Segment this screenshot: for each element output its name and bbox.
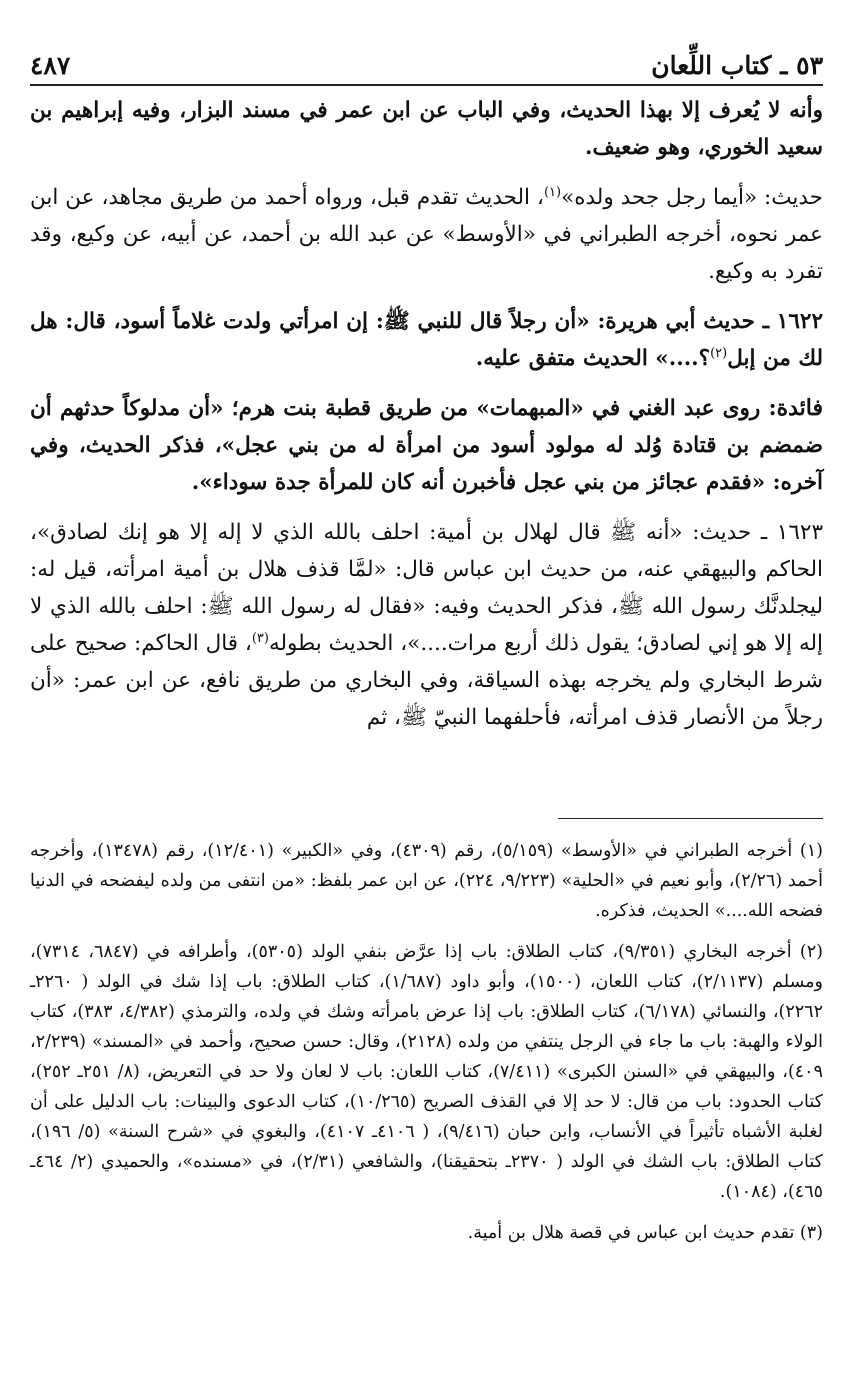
footnote-ref-1[interactable]: (١)	[543, 184, 562, 200]
paragraph-3-text-b: ؟....» الحديث متفق عليه.	[475, 346, 711, 371]
footnote-divider	[558, 818, 823, 819]
footnote-ref-2[interactable]: (٢)	[710, 345, 728, 361]
footnote-3: (٣) تقدم حديث ابن عباس في قصة هلال بن أمية.	[467, 1223, 823, 1243]
page-header	[30, 38, 823, 86]
paragraph-5-text-b: ، قال الحاكم: صحيح على شرط البخاري ولم يخرجه بهذه السياقة، وفي البخاري من طريق نافع، عن ابن عمر: «أن رجلاً من الأنصار قذف امرأته، فأحلفهما النبيّ ﷺ، ثم	[30, 631, 823, 730]
footnotes	[30, 836, 823, 1259]
paragraph-2	[30, 179, 823, 290]
footnote-ref-3[interactable]: (٣)	[251, 630, 269, 646]
paragraph-5-text-a: ١٦٢٣ ـ حديث: «أنه ﷺ قال لهلال بن أمية: احلف بالله الذي لا إله إلا هو إنك لصادق»، الحاكم والبيهقي عنه، من حديث ابن عباس قال: «لمَّا قذف هلال بن أمية امرأته، قيل له: ليجلدنَّك رسول الله ﷺ، فذكر الحديث وفيه: «فقال له رسول الله ﷺ: احلف بالله الذي لا إله إلا هو إني لصادق؛ يقول ذلك أربع مرات....»، الحديث بطوله	[30, 520, 823, 656]
paragraph-5	[30, 514, 823, 736]
paragraph-2-text-b: ، الحديث تقدم قبل، ورواه أحمد من طريق مجاهد، عن ابن عمر نحوه، أخرجه الطبراني في «الأوسط» عن عبد الله بن أحمد، عن أبيه، عن وكيع، وقد تفرد به وكيع.	[30, 185, 823, 284]
chapter-title: ٥٣ ـ كتاب اللِّعان	[651, 51, 823, 80]
paragraph-3-text-a: ١٦٢٢ ـ حديث أبي هريرة: «أن رجلاً قال للنبي ﷺ: إن امرأتي ولدت غلاماً أسود، قال: هل لك من إبل	[30, 309, 823, 371]
footnote-2: (٢) أخرجه البخاري (٩/٣٥١)، كتاب الطلاق: باب إذا عرَّض بنفي الولد (٥٣٠٥)، وأطرافه في (٦٨٤٧، ٧٣١٤)، ومسلم (٢/١١٣٧)، كتاب اللعان، (١٥٠٠)، وأبو داود (١/٦٨٧)، كتاب الطلاق: باب إذا شك في الولد ( ٢٢٦٠ـ ٢٢٦٢)، والنسائي (٦/١٧٨)، كتاب الطلاق: باب إذا عرض بامرأته وشك في ولده، والترمذي (٤/٣٨٢، ٣٨٣)، كتاب الولاء والهبة: باب ما جاء في الرجل ينتفي من ولده (٢١٢٨)، وقال: حسن صحيح، وأحمد في «المسند» (٢/٢٣٩، ٤٠٩)، والبيهقي في «السنن الكبرى» (٧/٤١١)، كتاب اللعان: باب لا لعان ولا حد في التعريض، (٨/ ٢٥١ـ ٢٥٢)، كتاب الحدود: باب من قال: لا حد إلا في القذف الصريح (١٠/٢٦٥)، كتاب الدعوى والبينات: باب الدليل على أن لغلبة الأشباه تأثيراً في الأنساب، وابن حبان (٩/٤١٦)، ( ٤١٠٦ـ ٤١٠٧)، والبغوي في «شرح السنة» (٥/ ١٩٦)، كتاب الطلاق: باب الشك في الولد ( ٢٣٧٠ـ بتحقيقنا)، والشافعي (٢/٣١)، في «مسنده»، والحميدي (٢/ ٤٦٤ـ ٤٦٥)، (١٠٨٤).	[30, 942, 824, 1202]
main-text	[30, 92, 823, 749]
paragraph-1	[30, 92, 823, 166]
page-number: ٤٨٧	[30, 51, 71, 80]
paragraph-3	[30, 303, 823, 377]
paragraph-1-text: وأنه لا يُعرف إلا بهذا الحديث، وفي الباب عن ابن عمر في مسند البزار، وفيه إبراهيم بن سعيد الخوري، وهو ضعيف.	[30, 98, 823, 160]
footnote-1: (١) أخرجه الطبراني في «الأوسط» (٥/١٥٩)، رقم (٤٣٠٩)، وفي «الكبير» (١٢/٤٠١)، رقم (١٣٤٧٨)، وأخرجه أحمد (٢/٢٦)، وأبو نعيم في «الحلية» (٩/٢٢٣، ٢٢٤)، عن ابن عمر بلفظ: «من انتفى من ولده ليفضحه في الدنيا فضحه الله....» الحديث، فذكره.	[30, 841, 823, 921]
faida-label: فائدة:	[768, 395, 823, 421]
paragraph-4-text: روى عبد الغني في «المبهمات» من طريق قطبة بنت هرم؛ «أن مدلوكاً حدثهم أن ضمضم بن قتادة وُلد له مولود أسود من امرأة له من بني عجل»، فذكر الحديث، وفي آخره: «فقدم عجائز من بني عجل فأخبرن أنه كان للمرأة جدة سوداء».	[30, 396, 823, 495]
paragraph-4	[30, 390, 823, 501]
paragraph-2-text-a: حديث: «أيما رجل جحد ولده»	[561, 185, 823, 210]
